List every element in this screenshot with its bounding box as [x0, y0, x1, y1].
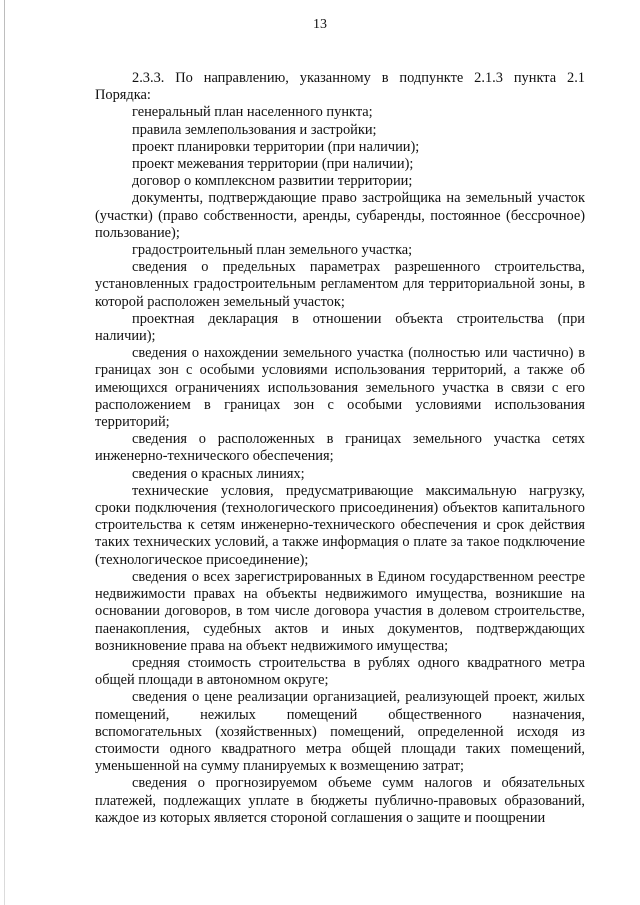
paragraph: проектная декларация в отношении объекта строительства (при наличии);: [95, 310, 585, 345]
paragraph: градостроительный план земельного участка;: [132, 242, 413, 259]
paragraph: правила землепользования и застройки;: [132, 121, 377, 138]
paragraph: сведения о нахождении земельного участка (полностью или частично) в границах зон с особыми условиями использования территорий, а также об имеющихся ограничениях использования земельного участка в связи с его расположением в границах зон с особыми условиями использования территорий;: [95, 345, 585, 431]
paragraph: сведения о цене реализации организацией, реализующей проект, жилых помещений, нежилых помещений общественного назначения, вспомогательных (хозяйственных) помещений, определенной исходя из стоимости одного квадратного метра общей площади таких помещений, уменьшенной на сумму планируемых к возмещению затрат;: [95, 689, 585, 775]
paragraph: средняя стоимость строительства в рублях одного квадратного метра общей площади в автономном округе;: [95, 654, 585, 689]
scan-edge: [4, 0, 5, 905]
paragraph: договор о комплексном развитии территории;: [132, 173, 413, 190]
paragraph: сведения о красных линиях;: [132, 465, 305, 482]
paragraph: генеральный план населенного пункта;: [132, 104, 373, 121]
paragraph: сведения о предельных параметрах разрешенного строительства, установленных градостроительным регламентом для территориальной зоны, в которой расположен земельный участок;: [95, 259, 585, 310]
document-body: [95, 70, 585, 827]
paragraph: сведения о прогнозируемом объеме сумм налогов и обязательных платежей, подлежащих уплате в бюджеты публично-правовых образований, каждое из которых является стороной соглашения о защите и поощрении: [95, 775, 585, 826]
paragraph: технические условия, предусматривающие максимальную нагрузку, сроки подключения (технологического присоединения) объектов капитального строительства к сетям инженерно-технического обеспечения и срок действия таких технических условий, а также информация о плате за такое подключение (технологическое присоединение);: [95, 482, 585, 568]
paragraph-heading: 2.3.3. По направлению, указанному в подпункте 2.1.3 пункта 2.1 Порядка:: [95, 70, 585, 104]
paragraph: проект межевания территории (при наличии);: [132, 156, 414, 173]
paragraph: сведения о всех зарегистрированных в Едином государственном реестре недвижимости правах на объекты недвижимого имущества, возникшие на основании договоров, в том числе договора участия в долевом строительстве, паенакопления, судебных актов и иных документов, подтверждающих возникновение права на объект недвижимого имущества;: [95, 568, 585, 654]
paragraph: проект планировки территории (при наличии);: [132, 138, 420, 155]
paragraph: сведения о расположенных в границах земельного участка сетях инженерно-технического обеспечения;: [95, 431, 585, 465]
page-number: 13: [313, 17, 327, 32]
paragraph: документы, подтверждающие право застройщика на земельный участок (участки) (право собственности, аренды, субаренды, постоянное (бессрочное) пользование);: [95, 190, 585, 241]
